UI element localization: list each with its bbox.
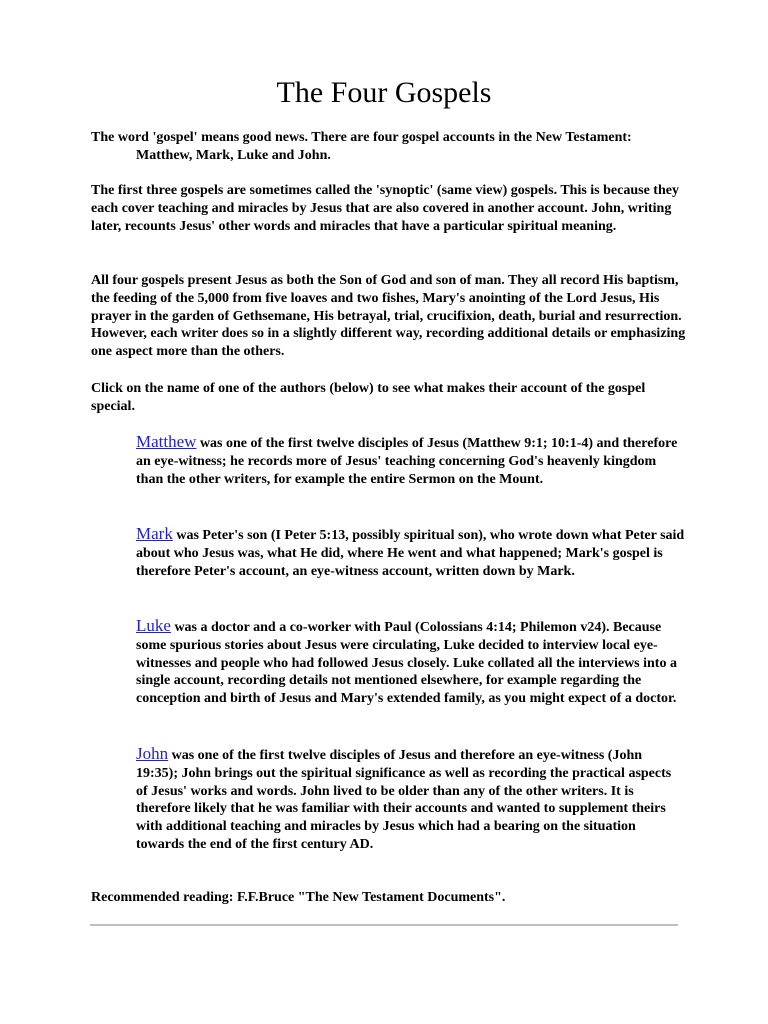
author-entry-matthew — [136, 433, 686, 488]
author-description: was a doctor and a co-worker with Paul (Colossians 4:14; Philemon v24). Because some spurious stories about Jesus were circulating, Luke decided to interview local eye-witnesses and people who had followed Jesus closely. Luke collated all the interviews into a single account, recording details not mentioned elsewhere, for example regarding the conception and birth of Jesus and Mary's extended family, as you might expect of a doctor. — [136, 620, 677, 707]
author-entry-john — [136, 745, 686, 854]
recommended-reading: Recommended reading: F.F.Bruce "The New Testament Documents". — [91, 890, 506, 905]
author-link-luke[interactable]: Luke — [136, 616, 171, 635]
author-link-john[interactable]: John — [136, 744, 169, 763]
synoptic-paragraph: The first three gospels are sometimes called the 'synoptic' (same view) gospels. This is because they each cover teaching and miracles by Jesus that are also covered in another account. John, writing later, recounts Jesus' other words and miracles that have a particular spiritual meaning. — [91, 183, 679, 234]
intro-paragraph — [91, 129, 691, 165]
author-link-mark[interactable]: Mark — [136, 524, 173, 543]
intro-line-2: Matthew, Mark, Luke and John. — [136, 147, 331, 163]
author-entry-luke — [136, 617, 686, 708]
author-description: was one of the first twelve disciples of Jesus and therefore an eye-witness (John 19:35); John brings out the spiritual significance as well as recording the practical aspects of Jesus' works and words. John lived to be older than any of the other writers. It is therefore likely that he was familiar with their accounts and wanted to supplement theirs with additional teaching and miracles by Jesus which had a bearing on the situation towards the end of the first century AD. — [136, 748, 672, 852]
common-events-paragraph: All four gospels present Jesus as both the Son of God and son of man. They all record His baptism, the feeding of the 5,000 from five loaves and two fishes, Mary's anointing of the Lord Jesus, His prayer in the garden of Gethsemane, His betrayal, trial, crucifixion, death, burial and resurrection. However, each writer does so in a slightly different way, recording additional details or emphasizing one aspect more than the others. — [91, 273, 686, 360]
author-entry-mark — [136, 525, 686, 580]
horizontal-divider — [90, 924, 678, 926]
instructions-paragraph: Click on the name of one of the authors (below) to see what makes their account of the gospel special. — [91, 381, 646, 414]
page-title: The Four Gospels — [276, 76, 492, 109]
author-description: was one of the first twelve disciples of Jesus (Matthew 9:1; 10:1-4) and therefore an eye-witness; he records more of Jesus' teaching concerning God's heavenly kingdom than the other writers, for example the entire Sermon on the Mount. — [136, 436, 678, 487]
author-link-matthew[interactable]: Matthew — [136, 432, 197, 451]
intro-line-1: The word 'gospel' means good news. There are four gospel accounts in the New Testament: — [91, 130, 632, 145]
author-description: was Peter's son (I Peter 5:13, possibly spiritual son), who wrote down what Peter said about who Jesus was, what He did, where He went and what happened; Mark's gospel is therefore Peter's account, an eye-witness account, written down by Mark. — [136, 528, 685, 579]
